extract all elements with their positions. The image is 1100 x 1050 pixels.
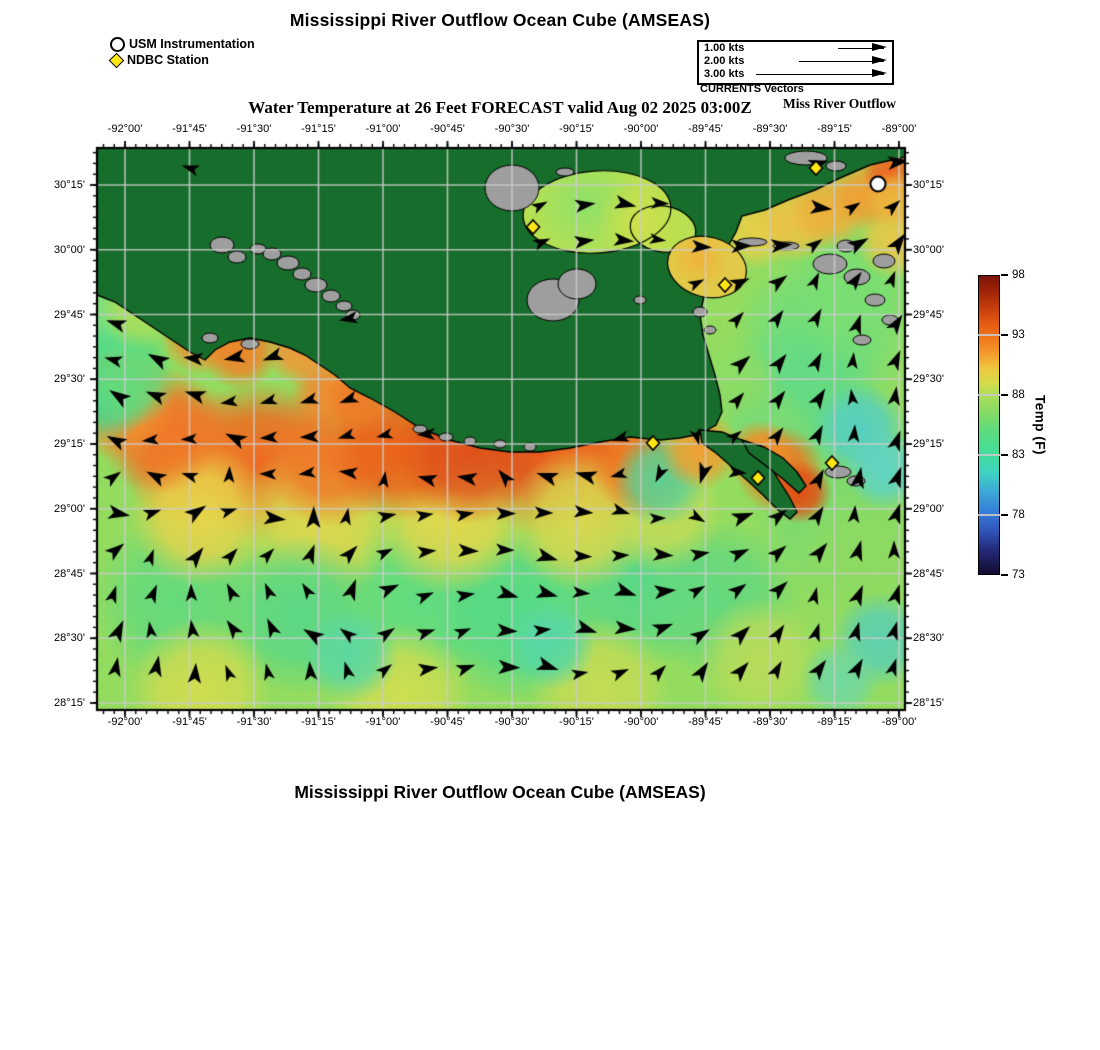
lat-tick-label-left: 28°45' (54, 567, 85, 580)
lon-tick-label-top: -89°45' (688, 123, 723, 135)
colorbar-tick-line (978, 394, 1000, 396)
lat-tick-label-right: 28°30' (913, 632, 944, 645)
lon-tick-label-top: -91°30' (236, 123, 272, 135)
colorbar-tick-label: 78 (1012, 509, 1025, 521)
lon-tick-label-top: -90°45' (430, 123, 465, 135)
lat-tick-label-right: 29°00' (913, 502, 944, 515)
lon-tick-label-bottom: -91°00' (365, 716, 401, 728)
lat-tick-label-left: 29°45' (54, 308, 85, 321)
colorbar-tick-label: 98 (1012, 269, 1025, 281)
lat-tick-label-right: 28°15' (913, 697, 944, 709)
vector-row-3 (699, 68, 892, 81)
lon-tick-label-bottom: -91°30' (236, 716, 272, 728)
lat-tick-label-left: 30°00' (54, 243, 85, 256)
footer-title: Mississippi River Outflow Ocean Cube (AMSEAS) (294, 782, 706, 802)
currents-vectors-caption: CURRENTS Vectors (700, 83, 804, 95)
lat-tick-label-left: 29°00' (54, 502, 85, 515)
vector-arrow-icon (799, 61, 884, 62)
lat-tick-label-left: 29°30' (54, 373, 85, 386)
lon-tick-label-top: -89°30' (752, 123, 788, 135)
lat-tick-label-left: 28°30' (54, 632, 85, 645)
lon-tick-label-bottom: -91°15' (301, 716, 336, 728)
lon-tick-label-top: -91°45' (172, 123, 207, 135)
lat-tick-label-right: 29°30' (913, 373, 944, 386)
lon-tick-label-bottom: -91°45' (172, 716, 207, 728)
vector-speed-label: 2.00 kts (704, 55, 745, 67)
temperature-colorbar (978, 275, 1000, 575)
colorbar-tick-label: 88 (1012, 389, 1025, 401)
lat-tick-label-left: 30°15' (54, 179, 85, 191)
station-legend (110, 36, 255, 68)
legend-ndbc-row (110, 52, 255, 68)
usm-circle-icon (110, 37, 125, 52)
colorbar-tick (1001, 514, 1008, 516)
legend-ndbc-label: NDBC Station (127, 53, 209, 67)
legend-usm-label: USM Instrumentation (129, 37, 255, 51)
lon-tick-label-bottom: -90°00' (623, 716, 659, 728)
vector-row-2 (699, 55, 892, 68)
legend-usm-row (110, 36, 255, 52)
lon-tick-label-top: -92°00' (107, 123, 143, 135)
colorbar-title: Temp (F) (1032, 395, 1048, 455)
lon-tick-label-bottom: -89°45' (688, 716, 723, 728)
lon-tick-label-top: -91°00' (365, 123, 401, 135)
lat-tick-label-left: 29°15' (54, 438, 85, 450)
vector-speed-label: 3.00 kts (704, 68, 745, 80)
colorbar-tick-label: 73 (1012, 569, 1025, 581)
lat-tick-label-right: 30°00' (913, 243, 944, 256)
vector-speed-label: 1.00 kts (704, 42, 745, 54)
lat-tick-label-left: 28°15' (54, 697, 85, 709)
colorbar-tick-label: 83 (1012, 449, 1025, 461)
lon-tick-label-bottom: -90°15' (559, 716, 594, 728)
currents-vector-legend (697, 40, 894, 85)
lon-tick-label-bottom: -92°00' (107, 716, 143, 728)
lon-tick-label-top: -89°15' (817, 123, 852, 135)
vector-arrow-icon (838, 48, 884, 49)
lon-tick-label-bottom: -89°30' (752, 716, 788, 728)
ndbc-diamond-icon (109, 52, 125, 68)
page-title: Mississippi River Outflow Ocean Cube (AMSEAS) (289, 10, 711, 30)
colorbar-tick (1001, 454, 1008, 456)
vector-arrow-icon (756, 74, 884, 75)
region-label: Miss River Outflow (783, 96, 896, 111)
lon-tick-label-bottom: -90°45' (430, 716, 465, 728)
lat-tick-label-right: 28°45' (913, 567, 944, 580)
colorbar-tick-line (978, 334, 1000, 336)
lat-tick-label-right: 30°15' (913, 179, 944, 191)
lon-tick-label-bottom: -90°30' (494, 716, 530, 728)
colorbar-tick (1001, 334, 1008, 336)
lon-tick-label-top: -90°30' (494, 123, 530, 135)
colorbar-tick-line (978, 514, 1000, 516)
lat-tick-label-right: 29°45' (913, 308, 944, 321)
colorbar-tick (1001, 574, 1008, 576)
forecast-map-canvas (89, 140, 913, 718)
lon-tick-label-bottom: -89°15' (817, 716, 852, 728)
lon-tick-label-top: -90°00' (623, 123, 659, 135)
lon-tick-label-top: -91°15' (301, 123, 336, 135)
vector-row-1 (699, 42, 892, 55)
lat-tick-label-right: 29°15' (913, 438, 944, 450)
forecast-subtitle: Water Temperature at 26 Feet FORECAST valid Aug 02 2025 03:00Z (248, 98, 752, 117)
colorbar-tick-label: 93 (1012, 329, 1025, 341)
lon-tick-label-bottom: -89°00' (881, 716, 917, 728)
lon-tick-label-top: -89°00' (881, 123, 917, 135)
lon-tick-label-top: -90°15' (559, 123, 594, 135)
colorbar-tick (1001, 274, 1008, 276)
colorbar-tick (1001, 394, 1008, 396)
colorbar-tick-line (978, 454, 1000, 456)
